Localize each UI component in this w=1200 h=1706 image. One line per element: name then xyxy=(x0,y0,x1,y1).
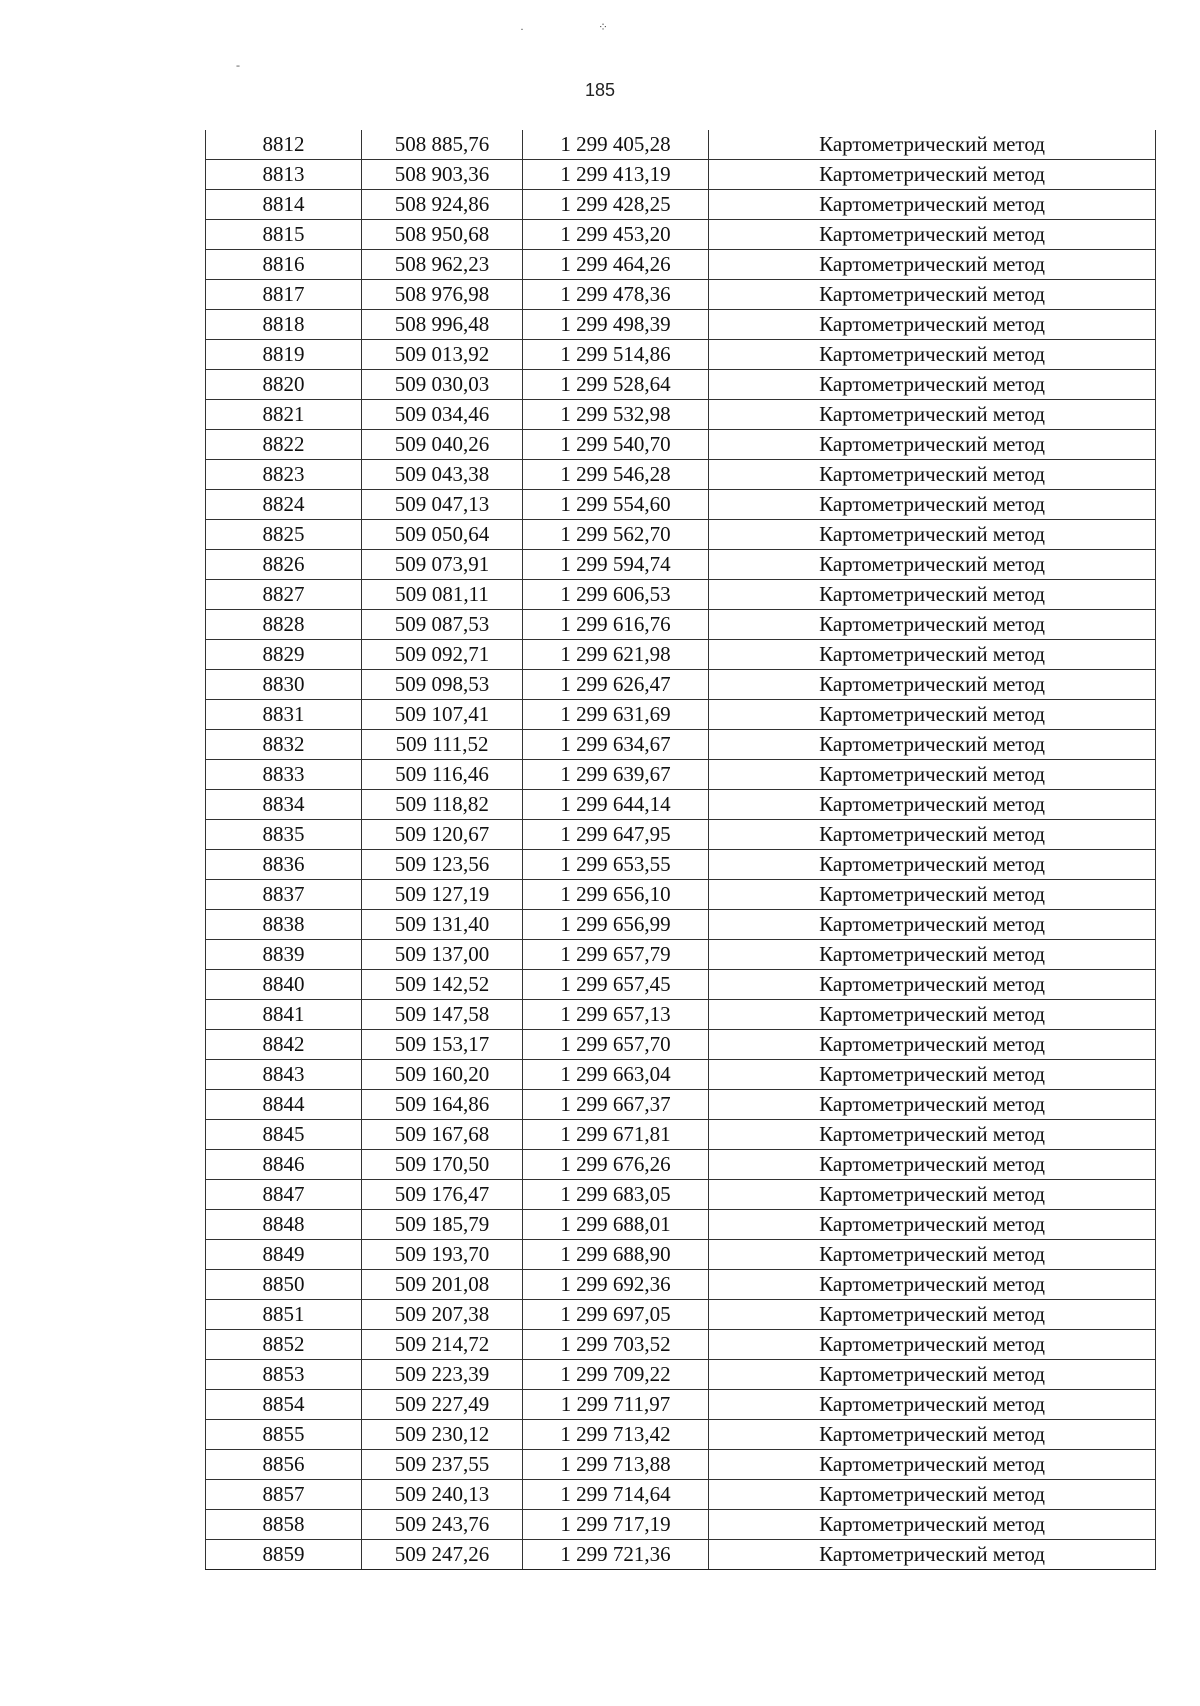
method-cell: Картометрический метод xyxy=(709,1510,1156,1540)
table-row xyxy=(206,490,1156,520)
x-coordinate-cell: 509 240,13 xyxy=(362,1480,523,1510)
y-coordinate-cell: 1 299 709,22 xyxy=(523,1360,709,1390)
method-cell: Картометрический метод xyxy=(709,610,1156,640)
x-coordinate-cell: 509 050,64 xyxy=(362,520,523,550)
table-row xyxy=(206,430,1156,460)
x-coordinate-cell: 509 164,86 xyxy=(362,1090,523,1120)
x-coordinate-cell: 509 034,46 xyxy=(362,400,523,430)
point-number-cell: 8841 xyxy=(206,1000,362,1030)
x-coordinate-cell: 509 247,26 xyxy=(362,1540,523,1570)
point-number-cell: 8815 xyxy=(206,220,362,250)
point-number-cell: 8857 xyxy=(206,1480,362,1510)
method-cell: Картометрический метод xyxy=(709,1000,1156,1030)
y-coordinate-cell: 1 299 688,01 xyxy=(523,1210,709,1240)
x-coordinate-cell: 509 230,12 xyxy=(362,1420,523,1450)
table-row xyxy=(206,1330,1156,1360)
x-coordinate-cell: 509 201,08 xyxy=(362,1270,523,1300)
table-row xyxy=(206,610,1156,640)
x-coordinate-cell: 509 167,68 xyxy=(362,1120,523,1150)
table-row xyxy=(206,700,1156,730)
x-coordinate-cell: 508 950,68 xyxy=(362,220,523,250)
y-coordinate-cell: 1 299 606,53 xyxy=(523,580,709,610)
point-number-cell: 8840 xyxy=(206,970,362,1000)
point-number-cell: 8814 xyxy=(206,190,362,220)
method-cell: Картометрический метод xyxy=(709,940,1156,970)
table-row xyxy=(206,1300,1156,1330)
x-coordinate-cell: 509 237,55 xyxy=(362,1450,523,1480)
y-coordinate-cell: 1 299 656,99 xyxy=(523,910,709,940)
y-coordinate-cell: 1 299 478,36 xyxy=(523,280,709,310)
table-row xyxy=(206,850,1156,880)
x-coordinate-cell: 508 976,98 xyxy=(362,280,523,310)
point-number-cell: 8858 xyxy=(206,1510,362,1540)
y-coordinate-cell: 1 299 713,88 xyxy=(523,1450,709,1480)
point-number-cell: 8851 xyxy=(206,1300,362,1330)
method-cell: Картометрический метод xyxy=(709,820,1156,850)
point-number-cell: 8845 xyxy=(206,1120,362,1150)
x-coordinate-cell: 509 043,38 xyxy=(362,460,523,490)
y-coordinate-cell: 1 299 717,19 xyxy=(523,1510,709,1540)
x-coordinate-cell: 509 207,38 xyxy=(362,1300,523,1330)
table-row xyxy=(206,310,1156,340)
y-coordinate-cell: 1 299 528,64 xyxy=(523,370,709,400)
point-number-cell: 8848 xyxy=(206,1210,362,1240)
x-coordinate-cell: 508 924,86 xyxy=(362,190,523,220)
y-coordinate-cell: 1 299 562,70 xyxy=(523,520,709,550)
table-row xyxy=(206,130,1156,160)
point-number-cell: 8859 xyxy=(206,1540,362,1570)
y-coordinate-cell: 1 299 464,26 xyxy=(523,250,709,280)
y-coordinate-cell: 1 299 692,36 xyxy=(523,1270,709,1300)
y-coordinate-cell: 1 299 667,37 xyxy=(523,1090,709,1120)
x-coordinate-cell: 509 227,49 xyxy=(362,1390,523,1420)
x-coordinate-cell: 509 040,26 xyxy=(362,430,523,460)
x-coordinate-cell: 509 193,70 xyxy=(362,1240,523,1270)
x-coordinate-cell: 508 962,23 xyxy=(362,250,523,280)
y-coordinate-cell: 1 299 657,13 xyxy=(523,1000,709,1030)
x-coordinate-cell: 509 223,39 xyxy=(362,1360,523,1390)
table-row xyxy=(206,340,1156,370)
table-row xyxy=(206,1450,1156,1480)
table-row xyxy=(206,220,1156,250)
method-cell: Картометрический метод xyxy=(709,220,1156,250)
x-coordinate-cell: 508 885,76 xyxy=(362,130,523,160)
y-coordinate-cell: 1 299 616,76 xyxy=(523,610,709,640)
table-row xyxy=(206,880,1156,910)
point-number-cell: 8838 xyxy=(206,910,362,940)
method-cell: Картометрический метод xyxy=(709,1240,1156,1270)
point-number-cell: 8843 xyxy=(206,1060,362,1090)
x-coordinate-cell: 509 137,00 xyxy=(362,940,523,970)
x-coordinate-cell: 509 081,11 xyxy=(362,580,523,610)
method-cell: Картометрический метод xyxy=(709,1060,1156,1090)
table-row xyxy=(206,460,1156,490)
y-coordinate-cell: 1 299 657,45 xyxy=(523,970,709,1000)
y-coordinate-cell: 1 299 634,67 xyxy=(523,730,709,760)
scan-artifact-mark: · xyxy=(520,22,524,36)
y-coordinate-cell: 1 299 697,05 xyxy=(523,1300,709,1330)
x-coordinate-cell: 509 147,58 xyxy=(362,1000,523,1030)
x-coordinate-cell: 509 087,53 xyxy=(362,610,523,640)
y-coordinate-cell: 1 299 498,39 xyxy=(523,310,709,340)
y-coordinate-cell: 1 299 405,28 xyxy=(523,130,709,160)
method-cell: Картометрический метод xyxy=(709,190,1156,220)
table-row xyxy=(206,1270,1156,1300)
method-cell: Картометрический метод xyxy=(709,1330,1156,1360)
x-coordinate-cell: 509 116,46 xyxy=(362,760,523,790)
table-row xyxy=(206,1240,1156,1270)
point-number-cell: 8813 xyxy=(206,160,362,190)
y-coordinate-cell: 1 299 594,74 xyxy=(523,550,709,580)
method-cell: Картометрический метод xyxy=(709,280,1156,310)
y-coordinate-cell: 1 299 639,67 xyxy=(523,760,709,790)
table-row xyxy=(206,1480,1156,1510)
table-row xyxy=(206,1180,1156,1210)
table-row xyxy=(206,190,1156,220)
x-coordinate-cell: 508 996,48 xyxy=(362,310,523,340)
method-cell: Картометрический метод xyxy=(709,1480,1156,1510)
y-coordinate-cell: 1 299 647,95 xyxy=(523,820,709,850)
method-cell: Картометрический метод xyxy=(709,1540,1156,1570)
x-coordinate-cell: 509 118,82 xyxy=(362,790,523,820)
point-number-cell: 8856 xyxy=(206,1450,362,1480)
method-cell: Картометрический метод xyxy=(709,1210,1156,1240)
scan-artifact-mark: - xyxy=(236,58,240,72)
point-number-cell: 8832 xyxy=(206,730,362,760)
x-coordinate-cell: 509 176,47 xyxy=(362,1180,523,1210)
method-cell: Картометрический метод xyxy=(709,1180,1156,1210)
y-coordinate-cell: 1 299 428,25 xyxy=(523,190,709,220)
table-row xyxy=(206,1000,1156,1030)
y-coordinate-cell: 1 299 621,98 xyxy=(523,640,709,670)
y-coordinate-cell: 1 299 683,05 xyxy=(523,1180,709,1210)
method-cell: Картометрический метод xyxy=(709,1300,1156,1330)
table-row xyxy=(206,1540,1156,1570)
x-coordinate-cell: 509 185,79 xyxy=(362,1210,523,1240)
point-number-cell: 8853 xyxy=(206,1360,362,1390)
x-coordinate-cell: 508 903,36 xyxy=(362,160,523,190)
point-number-cell: 8846 xyxy=(206,1150,362,1180)
method-cell: Картометрический метод xyxy=(709,1390,1156,1420)
point-number-cell: 8823 xyxy=(206,460,362,490)
table-row xyxy=(206,640,1156,670)
y-coordinate-cell: 1 299 711,97 xyxy=(523,1390,709,1420)
method-cell: Картометрический метод xyxy=(709,1360,1156,1390)
method-cell: Картометрический метод xyxy=(709,520,1156,550)
point-number-cell: 8842 xyxy=(206,1030,362,1060)
point-number-cell: 8855 xyxy=(206,1420,362,1450)
method-cell: Картометрический метод xyxy=(709,550,1156,580)
x-coordinate-cell: 509 160,20 xyxy=(362,1060,523,1090)
method-cell: Картометрический метод xyxy=(709,670,1156,700)
point-number-cell: 8818 xyxy=(206,310,362,340)
table-row xyxy=(206,550,1156,580)
y-coordinate-cell: 1 299 676,26 xyxy=(523,1150,709,1180)
table-row xyxy=(206,280,1156,310)
scan-artifact-mark: ⁘ xyxy=(598,20,609,34)
method-cell: Картометрический метод xyxy=(709,310,1156,340)
y-coordinate-cell: 1 299 626,47 xyxy=(523,670,709,700)
x-coordinate-cell: 509 073,91 xyxy=(362,550,523,580)
table-row xyxy=(206,160,1156,190)
table-row xyxy=(206,1030,1156,1060)
table-row xyxy=(206,1360,1156,1390)
method-cell: Картометрический метод xyxy=(709,970,1156,1000)
y-coordinate-cell: 1 299 413,19 xyxy=(523,160,709,190)
point-number-cell: 8834 xyxy=(206,790,362,820)
method-cell: Картометрический метод xyxy=(709,130,1156,160)
y-coordinate-cell: 1 299 453,20 xyxy=(523,220,709,250)
point-number-cell: 8833 xyxy=(206,760,362,790)
method-cell: Картометрический метод xyxy=(709,580,1156,610)
method-cell: Картометрический метод xyxy=(709,1270,1156,1300)
x-coordinate-cell: 509 142,52 xyxy=(362,970,523,1000)
y-coordinate-cell: 1 299 663,04 xyxy=(523,1060,709,1090)
y-coordinate-cell: 1 299 554,60 xyxy=(523,490,709,520)
table-row xyxy=(206,910,1156,940)
table-row xyxy=(206,1090,1156,1120)
x-coordinate-cell: 509 123,56 xyxy=(362,850,523,880)
table-row xyxy=(206,1120,1156,1150)
point-number-cell: 8836 xyxy=(206,850,362,880)
table-row xyxy=(206,970,1156,1000)
table-row xyxy=(206,400,1156,430)
point-number-cell: 8821 xyxy=(206,400,362,430)
point-number-cell: 8826 xyxy=(206,550,362,580)
method-cell: Картометрический метод xyxy=(709,160,1156,190)
point-number-cell: 8849 xyxy=(206,1240,362,1270)
x-coordinate-cell: 509 107,41 xyxy=(362,700,523,730)
y-coordinate-cell: 1 299 540,70 xyxy=(523,430,709,460)
x-coordinate-cell: 509 013,92 xyxy=(362,340,523,370)
table-row xyxy=(206,730,1156,760)
method-cell: Картометрический метод xyxy=(709,790,1156,820)
point-number-cell: 8829 xyxy=(206,640,362,670)
y-coordinate-cell: 1 299 631,69 xyxy=(523,700,709,730)
table-row xyxy=(206,670,1156,700)
point-number-cell: 8816 xyxy=(206,250,362,280)
table-row xyxy=(206,820,1156,850)
point-number-cell: 8844 xyxy=(206,1090,362,1120)
point-number-cell: 8819 xyxy=(206,340,362,370)
y-coordinate-cell: 1 299 688,90 xyxy=(523,1240,709,1270)
table-row xyxy=(206,1390,1156,1420)
method-cell: Картометрический метод xyxy=(709,370,1156,400)
point-number-cell: 8854 xyxy=(206,1390,362,1420)
point-number-cell: 8825 xyxy=(206,520,362,550)
point-number-cell: 8831 xyxy=(206,700,362,730)
x-coordinate-cell: 509 170,50 xyxy=(362,1150,523,1180)
point-number-cell: 8828 xyxy=(206,610,362,640)
method-cell: Картометрический метод xyxy=(709,1150,1156,1180)
y-coordinate-cell: 1 299 532,98 xyxy=(523,400,709,430)
x-coordinate-cell: 509 131,40 xyxy=(362,910,523,940)
method-cell: Картометрический метод xyxy=(709,400,1156,430)
method-cell: Картометрический метод xyxy=(709,700,1156,730)
table-row xyxy=(206,1060,1156,1090)
point-number-cell: 8824 xyxy=(206,490,362,520)
point-number-cell: 8822 xyxy=(206,430,362,460)
x-coordinate-cell: 509 243,76 xyxy=(362,1510,523,1540)
x-coordinate-cell: 509 127,19 xyxy=(362,880,523,910)
x-coordinate-cell: 509 214,72 xyxy=(362,1330,523,1360)
method-cell: Картометрический метод xyxy=(709,1090,1156,1120)
table-row xyxy=(206,1420,1156,1450)
y-coordinate-cell: 1 299 657,70 xyxy=(523,1030,709,1060)
y-coordinate-cell: 1 299 714,64 xyxy=(523,1480,709,1510)
point-number-cell: 8847 xyxy=(206,1180,362,1210)
x-coordinate-cell: 509 153,17 xyxy=(362,1030,523,1060)
point-number-cell: 8830 xyxy=(206,670,362,700)
x-coordinate-cell: 509 111,52 xyxy=(362,730,523,760)
method-cell: Картометрический метод xyxy=(709,340,1156,370)
y-coordinate-cell: 1 299 713,42 xyxy=(523,1420,709,1450)
y-coordinate-cell: 1 299 657,79 xyxy=(523,940,709,970)
page-number: 185 xyxy=(584,80,616,100)
y-coordinate-cell: 1 299 703,52 xyxy=(523,1330,709,1360)
point-number-cell: 8837 xyxy=(206,880,362,910)
point-number-cell: 8850 xyxy=(206,1270,362,1300)
y-coordinate-cell: 1 299 653,55 xyxy=(523,850,709,880)
method-cell: Картометрический метод xyxy=(709,760,1156,790)
x-coordinate-cell: 509 047,13 xyxy=(362,490,523,520)
coordinates-table xyxy=(205,130,1156,1570)
table-row xyxy=(206,790,1156,820)
table-row xyxy=(206,520,1156,550)
method-cell: Картометрический метод xyxy=(709,460,1156,490)
x-coordinate-cell: 509 098,53 xyxy=(362,670,523,700)
point-number-cell: 8817 xyxy=(206,280,362,310)
y-coordinate-cell: 1 299 721,36 xyxy=(523,1540,709,1570)
method-cell: Картометрический метод xyxy=(709,1420,1156,1450)
y-coordinate-cell: 1 299 644,14 xyxy=(523,790,709,820)
y-coordinate-cell: 1 299 656,10 xyxy=(523,880,709,910)
table-row xyxy=(206,1150,1156,1180)
table-row xyxy=(206,1210,1156,1240)
coordinates-table-body xyxy=(206,130,1156,1570)
method-cell: Картометрический метод xyxy=(709,1120,1156,1150)
method-cell: Картометрический метод xyxy=(709,430,1156,460)
method-cell: Картометрический метод xyxy=(709,490,1156,520)
y-coordinate-cell: 1 299 514,86 xyxy=(523,340,709,370)
y-coordinate-cell: 1 299 546,28 xyxy=(523,460,709,490)
table-row xyxy=(206,760,1156,790)
method-cell: Картометрический метод xyxy=(709,730,1156,760)
point-number-cell: 8852 xyxy=(206,1330,362,1360)
x-coordinate-cell: 509 030,03 xyxy=(362,370,523,400)
method-cell: Картометрический метод xyxy=(709,250,1156,280)
point-number-cell: 8820 xyxy=(206,370,362,400)
point-number-cell: 8812 xyxy=(206,130,362,160)
method-cell: Картометрический метод xyxy=(709,880,1156,910)
table-row xyxy=(206,1510,1156,1540)
x-coordinate-cell: 509 120,67 xyxy=(362,820,523,850)
table-row xyxy=(206,250,1156,280)
table-row xyxy=(206,580,1156,610)
point-number-cell: 8827 xyxy=(206,580,362,610)
method-cell: Картометрический метод xyxy=(709,850,1156,880)
method-cell: Картометрический метод xyxy=(709,1030,1156,1060)
method-cell: Картометрический метод xyxy=(709,1450,1156,1480)
x-coordinate-cell: 509 092,71 xyxy=(362,640,523,670)
y-coordinate-cell: 1 299 671,81 xyxy=(523,1120,709,1150)
table-row xyxy=(206,370,1156,400)
table-row xyxy=(206,940,1156,970)
method-cell: Картометрический метод xyxy=(709,640,1156,670)
method-cell: Картометрический метод xyxy=(709,910,1156,940)
point-number-cell: 8835 xyxy=(206,820,362,850)
point-number-cell: 8839 xyxy=(206,940,362,970)
